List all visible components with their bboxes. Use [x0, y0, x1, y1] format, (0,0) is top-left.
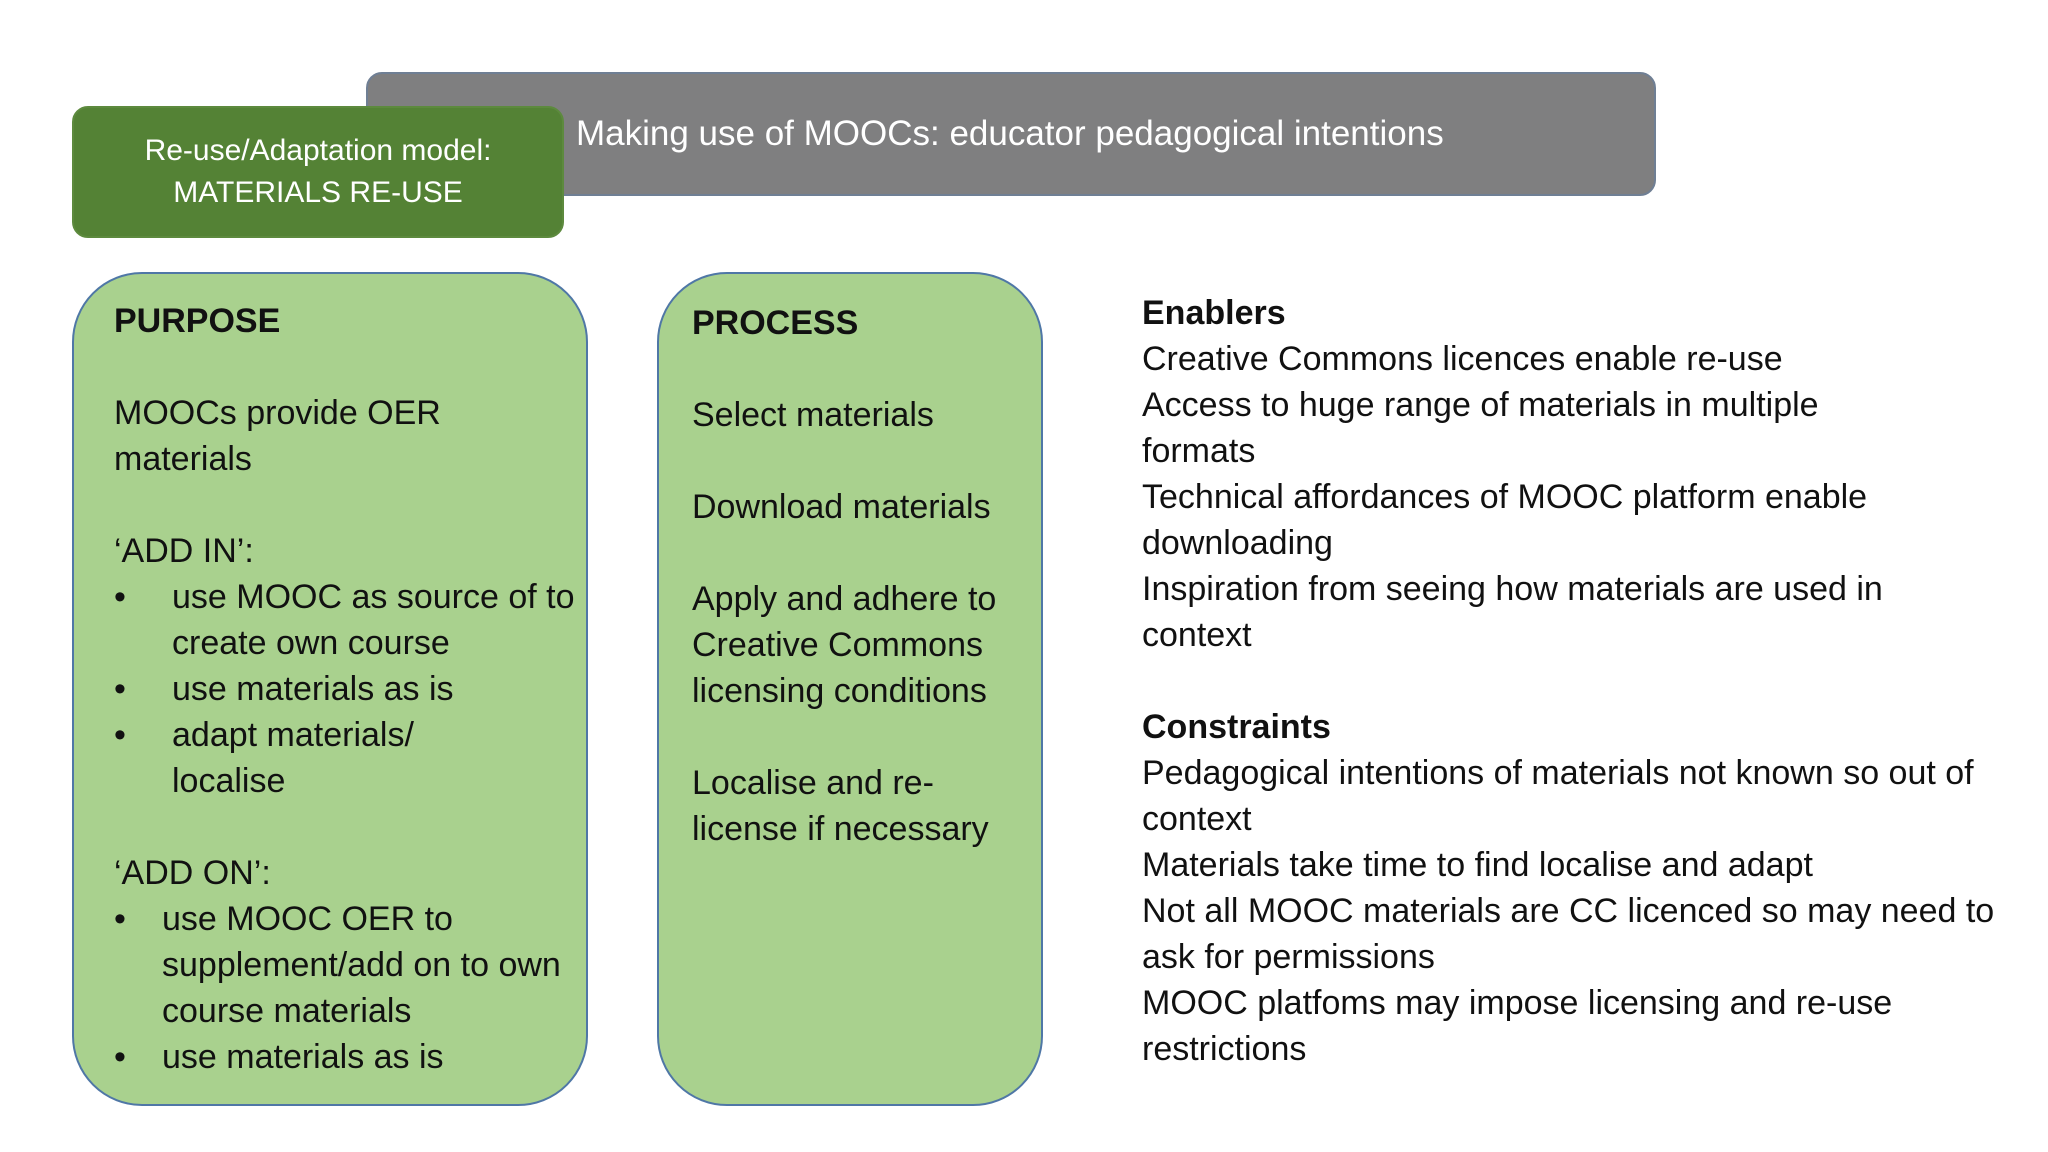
model-tab-line1: Re-use/Adaptation model: — [144, 134, 492, 167]
constraint-item: Pedagogical intentions of materials not known so out of context — [1142, 754, 1974, 838]
enablers-heading: Enablers — [1142, 294, 1286, 332]
enabler-item: Access to huge range of materials in multiple formats — [1142, 386, 1819, 470]
constraint-item: MOOC platfoms may impose licensing and re-use restrictions — [1142, 984, 1893, 1068]
banner-title: Making use of MOOCs: educator pedagogical intentions — [576, 114, 1444, 153]
list-item — [114, 896, 562, 1034]
list-item — [114, 1034, 584, 1080]
process-step: Download materials — [692, 488, 991, 526]
add-on-item-text: use MOOC OER to supplement/add on to own course materials — [162, 900, 561, 1030]
bullet-icon: • — [114, 716, 126, 754]
process-step: Localise and re-license if necessary — [692, 764, 989, 848]
process-step: Select materials — [692, 396, 934, 434]
model-tab — [72, 106, 564, 238]
list-item — [114, 712, 472, 804]
bullet-icon: • — [114, 1038, 126, 1076]
purpose-intro: MOOCs provide OER materials — [114, 394, 441, 478]
constraints-heading: Constraints — [1142, 708, 1331, 746]
bullet-icon: • — [114, 670, 126, 708]
add-on-list — [114, 896, 584, 1080]
enabler-item: Technical affordances of MOOC platform enable downloading — [1142, 478, 1868, 562]
list-item — [114, 574, 584, 666]
bullet-icon: • — [114, 900, 126, 938]
add-in-list — [114, 574, 584, 804]
add-on-item-text: use materials as is — [162, 1038, 444, 1076]
constraints-section — [1142, 704, 2002, 1072]
bullet-icon: • — [114, 578, 126, 616]
constraint-item: Materials take time to find localise and adapt — [1142, 846, 1813, 884]
add-in-item-text: use MOOC as source of to create own course — [172, 578, 575, 662]
model-tab-line2: MATERIALS RE-USE — [173, 176, 463, 209]
list-item — [114, 666, 584, 712]
constraint-item: Not all MOOC materials are CC licenced so may need to ask for permissions — [1142, 892, 1995, 976]
add-on-label: ‘ADD ON’: — [114, 854, 271, 892]
purpose-content — [114, 298, 584, 1080]
add-in-item-text: adapt materials/ localise — [172, 716, 414, 800]
process-content — [692, 300, 1032, 852]
purpose-heading: PURPOSE — [114, 302, 281, 340]
enabler-item: Inspiration from seeing how materials are used in context — [1142, 570, 1883, 654]
add-in-label: ‘ADD IN’: — [114, 532, 254, 570]
process-heading: PROCESS — [692, 304, 859, 342]
enabler-item: Creative Commons licences enable re-use — [1142, 340, 1783, 378]
enablers-section — [1142, 290, 2002, 658]
add-in-item-text: use materials as is — [172, 670, 454, 708]
enablers-constraints-panel — [1142, 290, 2002, 1072]
process-step: Apply and adhere to Creative Commons licensing conditions — [692, 580, 997, 710]
